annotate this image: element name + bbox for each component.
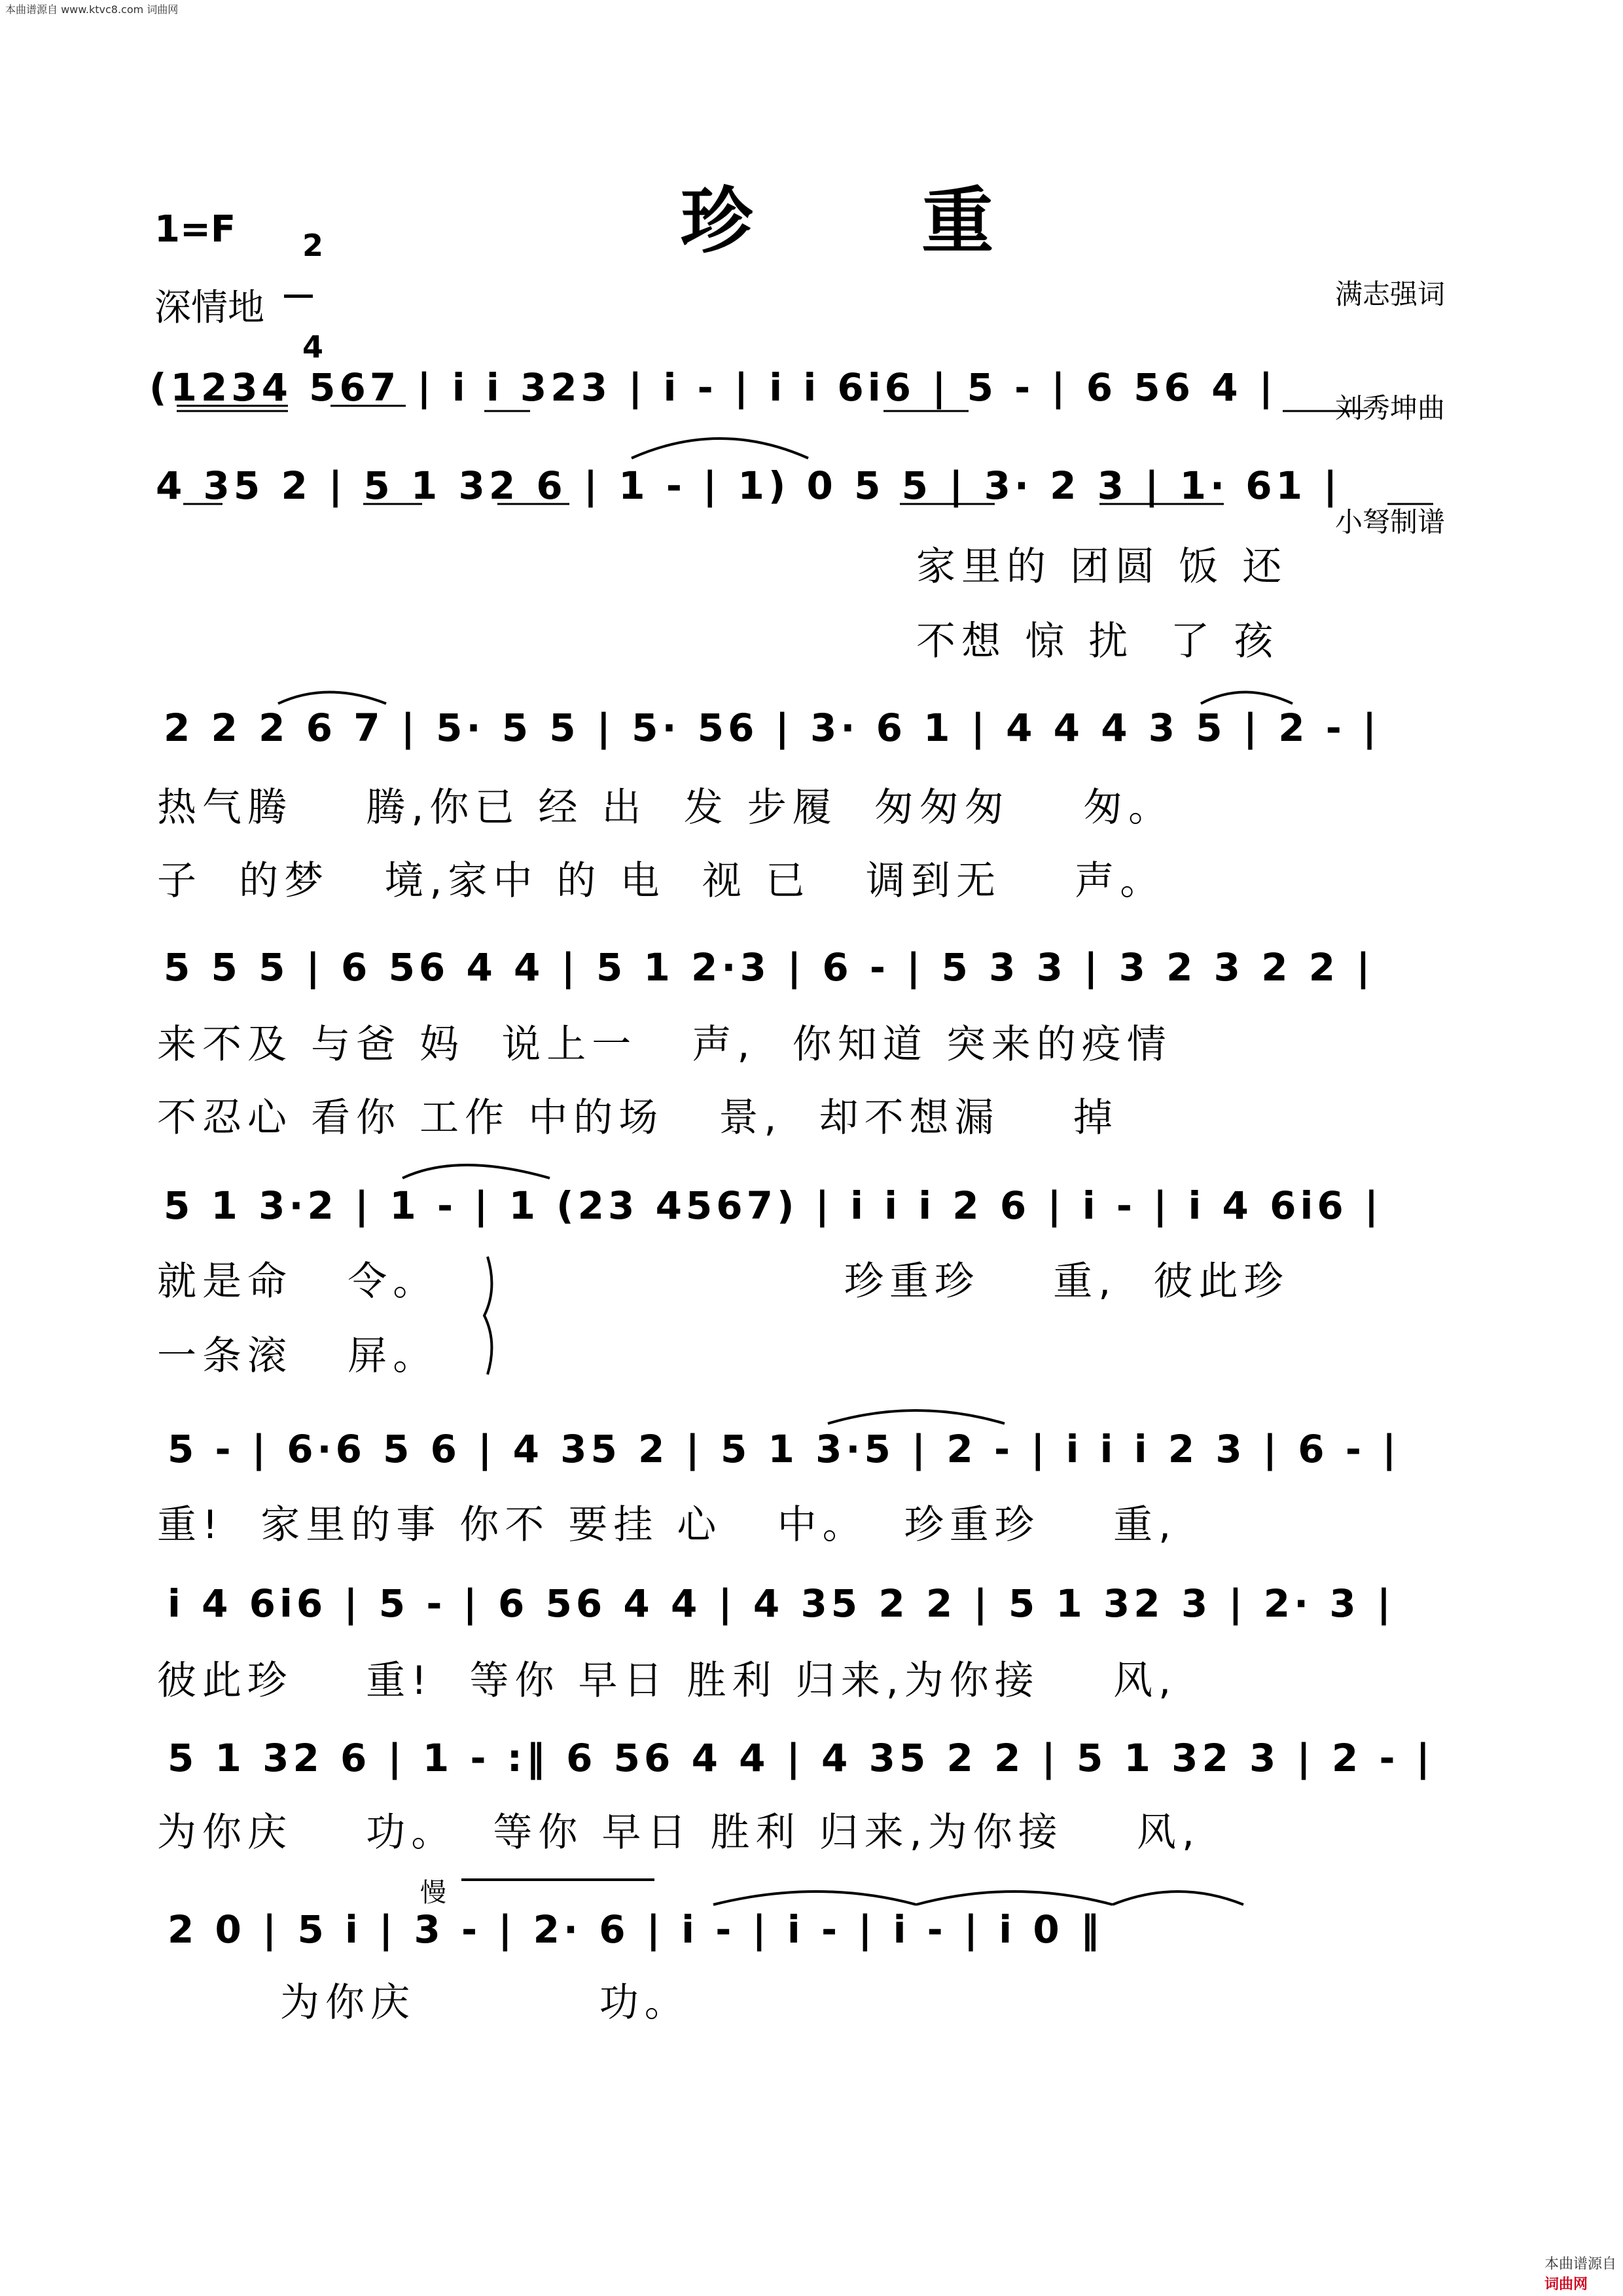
footer-logo: 词曲网 — [1544, 2276, 1588, 2293]
notation-line-7: i 4 6i6 | 5 - | 6 56 4 4 | 4 35 2 2 | 5 1 32 3 | 2· 3 | — [168, 1581, 1395, 1626]
time-signature-top: 2 — [302, 228, 324, 263]
song-title: 珍 重 — [681, 179, 1066, 263]
notation-line-6: 5 - | 6·6 5 6 | 4 35 2 | 5 1 3·5 | 2 - | i i i 2 3 | 6 - | — [168, 1427, 1400, 1471]
lyric-line-6: 重! 家里的事 你不 要挂 心 中。 珍重珍 重, — [157, 1502, 1177, 1548]
notation-line-3: 2 2 2 6 7 | 5· 5 5 | 5· 56 | 3· 6 1 | 4 4 4 3 5 | 2 - | — [164, 706, 1381, 750]
rit-marking: 慢 — [420, 1878, 446, 1908]
transcriber-credit: 小弩制谱 — [1335, 506, 1446, 538]
footer-label: 本曲谱源自 — [1544, 2256, 1616, 2272]
slur-line-3a — [278, 692, 386, 704]
slur-line-9b — [916, 1892, 1113, 1905]
lyric-line-5-chorus: 珍重珍 重, 彼此珍 — [844, 1259, 1289, 1304]
lyricist-credit: 满志强词 — [1335, 278, 1446, 310]
lyric-line-9: 为你庆 功。 — [280, 1980, 690, 2026]
slur-line-6 — [828, 1410, 1005, 1424]
time-signature-bottom: 4 — [302, 329, 324, 365]
notation-line-9: 2 0 | 5 i | 3 - | 2· 6 | i - | i - | i - | i 0 ‖ — [168, 1907, 1103, 1952]
lyric-line-4-verse-1: 来不及 与爸 妈 说上一 声, 你知道 突来的疫情 — [157, 1022, 1172, 1067]
lyric-line-2-verse-2: 不想 惊 扰 了 孩 — [916, 619, 1279, 664]
notation-line-2: 4 35 2 | 5 1 32 6 | 1 - | 1) 0 5 5 | 3· 2 3 | 1· 61 | — [156, 463, 1342, 508]
tempo-marking: 深情地 — [154, 287, 264, 329]
notation-line-8: 5 1 32 6 | 1 - :‖ 6 56 4 4 | 4 35 2 2 | 5 1 32 3 | 2 - | — [168, 1736, 1434, 1780]
lyric-line-2-verse-1: 家里的 团圆 饭 还 — [916, 544, 1288, 590]
slur-line-2 — [632, 439, 808, 458]
lyric-line-5-verse-2: 一条滚 屏。 — [157, 1333, 438, 1379]
slur-line-9a — [713, 1892, 916, 1905]
key-signature: 1=F — [154, 208, 236, 251]
site-header-note: 本曲谱源自 www.ktvc8.com 词曲网 — [5, 3, 179, 16]
lyric-line-8: 为你庆 功。 等你 早日 胜利 归来,为你接 风, — [157, 1810, 1201, 1856]
notation-line-1: (1234 567 | i i 323 | i - | i i 6i6 | 5 - | 6 56 4 | — [149, 365, 1277, 410]
lyric-line-5-verse-1: 就是命 令。 — [157, 1259, 438, 1304]
lyric-line-3-verse-1: 热气腾 腾,你已 经 出 发 步履 匆匆匆 匆。 — [157, 785, 1174, 831]
verse-brace — [484, 1257, 491, 1374]
slur-line-3b — [1201, 692, 1293, 704]
lyric-line-7: 彼此珍 重! 等你 早日 胜利 归来,为你接 风, — [157, 1658, 1177, 1704]
footer-note — [1535, 2236, 1616, 2293]
composer-credit: 刘秀坤曲 — [1335, 392, 1446, 424]
slur-line-5a — [402, 1165, 550, 1178]
slur-line-9c — [1113, 1892, 1243, 1905]
notation-line-4: 5 5 5 | 6 56 4 4 | 5 1 2·3 | 6 - | 5 3 3 | 3 2 3 2 2 | — [164, 945, 1374, 990]
lyric-line-3-verse-2: 子 的梦 境,家中 的 电 视 已 调到无 声。 — [157, 858, 1166, 904]
notation-line-5: 5 1 3·2 | 1 - | 1 (23 4567) | i i i 2 6 | i - | i 4 6i6 | — [164, 1183, 1383, 1228]
lyric-line-4-verse-2: 不忍心 看你 工作 中的场 景, 却不想漏 掉 — [157, 1095, 1118, 1141]
